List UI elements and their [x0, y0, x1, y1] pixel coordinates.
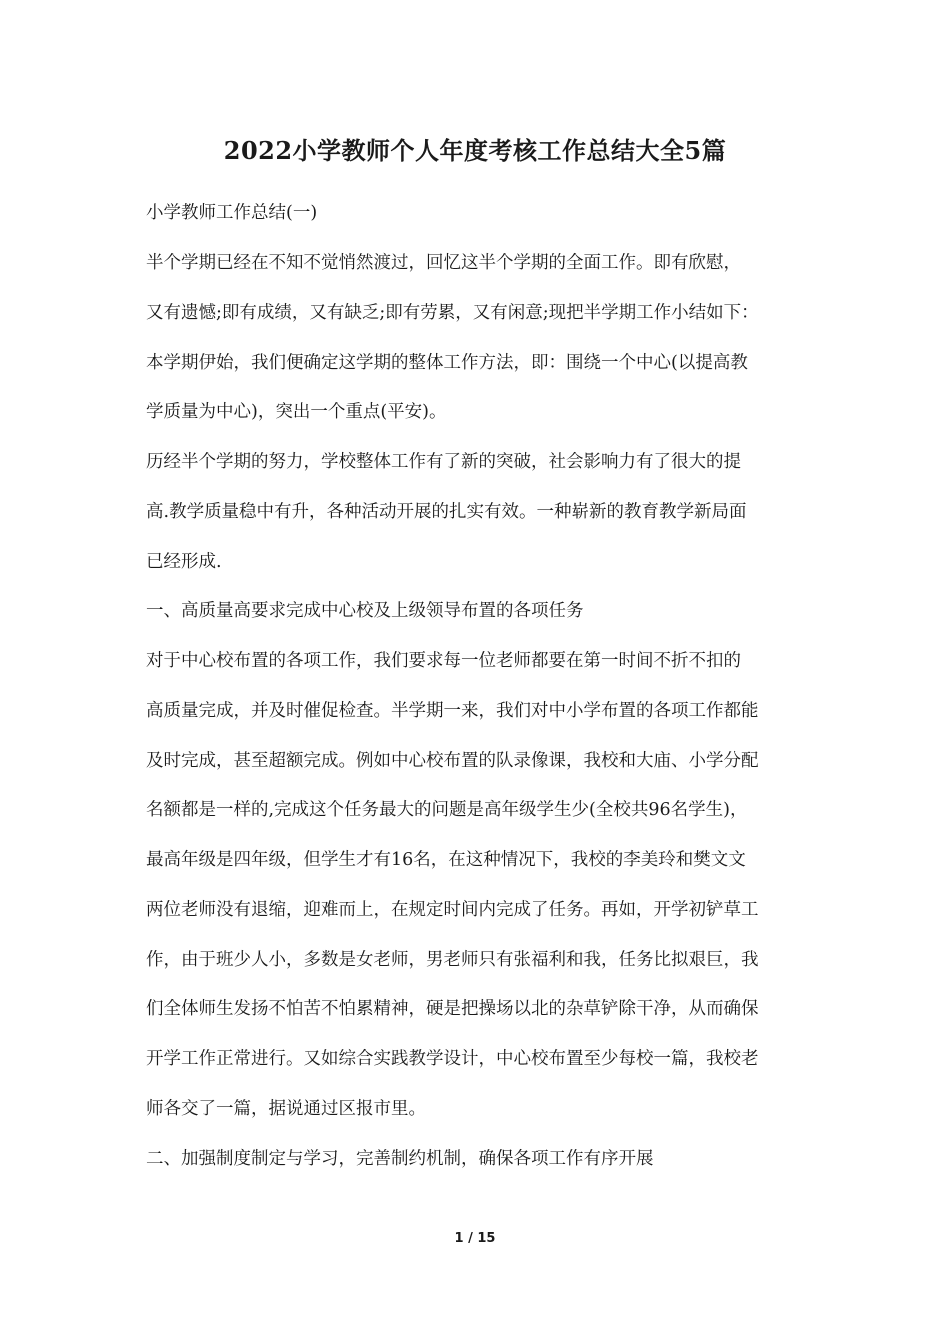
paragraph-line: 两位老师没有退缩，迎难而上，在规定时间内完成了任务。再如，开学初铲草工	[146, 900, 759, 920]
paragraph-line: 最高年级是四年级，但学生才有16名，在这种情况下，我校的李美玲和樊文文	[146, 850, 746, 870]
paragraph-line: 学质量为中心)，突出一个重点(平安)。	[146, 402, 447, 422]
paragraph-line: 们全体师生发扬不怕苦不怕累精神，硬是把操场以北的杂草铲除干净，从而确保	[146, 999, 759, 1019]
paragraph-line: 及时完成，甚至超额完成。例如中心校布置的队录像课，我校和大庙、小学分配	[146, 751, 759, 771]
paragraph-line: 历经半个学期的努力，学校整体工作有了新的突破，社会影响力有了很大的提	[146, 452, 741, 472]
paragraph-line: 高质量完成，并及时催促检查。半学期一来，我们对中小学布置的各项工作都能	[146, 701, 759, 721]
section-heading: 小学教师工作总结(一)	[146, 203, 318, 223]
paragraph-line: 半个学期已经在不知不觉悄然渡过，回忆这半个学期的全面工作。即有欣慰，	[146, 253, 741, 273]
paragraph-line: 本学期伊始，我们便确定这学期的整体工作方法，即：围绕一个中心(以提高教	[146, 353, 748, 373]
paragraph-line: 作，由于班少人小，多数是女老师，男老师只有张福利和我，任务比拟艰巨，我	[146, 950, 759, 970]
subsection-heading: 一、高质量高要求完成中心校及上级领导布置的各项任务	[146, 601, 584, 621]
document-title: 2022小学教师个人年度考核工作总结大全5篇	[223, 136, 727, 165]
paragraph-line: 高.教学质量稳中有升，各种活动开展的扎实有效。一种崭新的教育教学新局面	[146, 502, 747, 522]
paragraph-line: 已经形成.	[146, 552, 222, 572]
page-indicator: 1 / 15	[454, 1231, 496, 1246]
paragraph-line: 开学工作正常进行。又如综合实践教学设计，中心校布置至少每校一篇，我校老	[146, 1049, 759, 1069]
paragraph-line: 对于中心校布置的各项工作，我们要求每一位老师都要在第一时间不折不扣的	[146, 651, 741, 671]
paragraph-line: 名额都是一样的,完成这个任务最大的问题是高年级学生少(全校共96名学生)，	[146, 800, 748, 820]
paragraph-line: 师各交了一篇，据说通过区报市里。	[146, 1099, 426, 1119]
paragraph-line: 又有遗憾;即有成绩，又有缺乏;即有劳累，又有闲意;现把半学期工作小结如下：	[146, 303, 759, 323]
subsection-heading: 二、加强制度制定与学习，完善制约机制，确保各项工作有序开展	[146, 1149, 654, 1169]
